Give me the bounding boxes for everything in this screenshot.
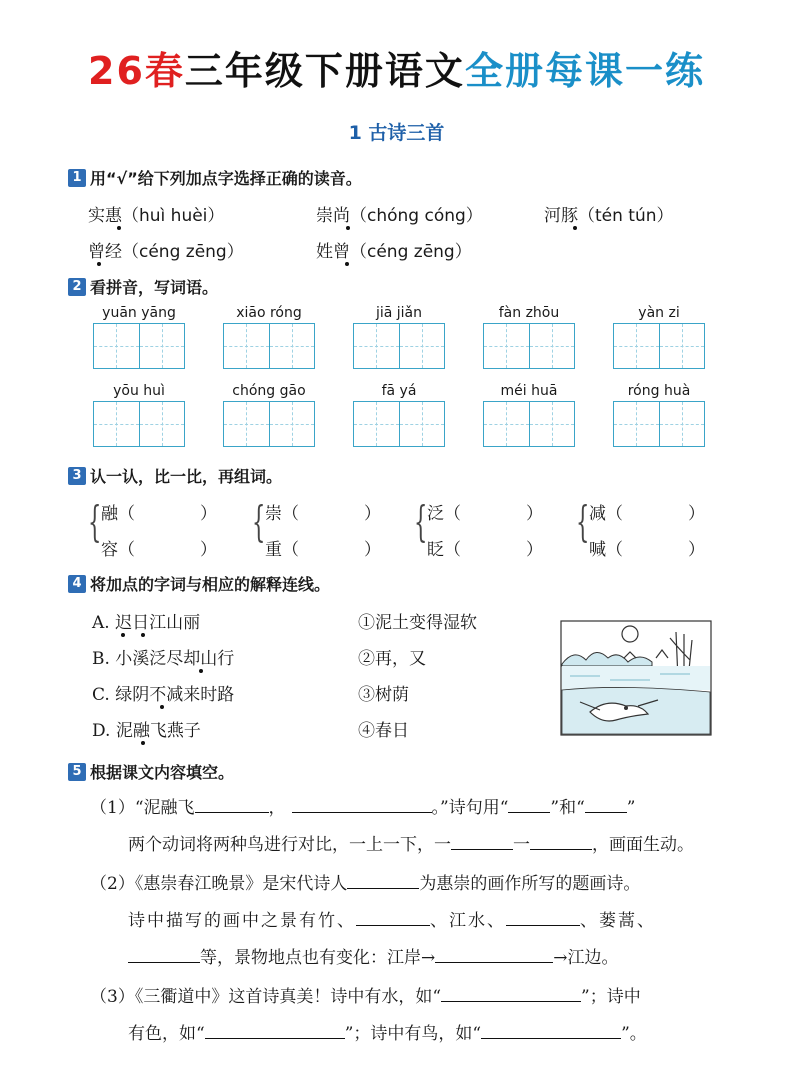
pinyin-label: róng huà bbox=[627, 383, 691, 399]
q3-char: 减（ bbox=[589, 504, 623, 524]
q4-text: 将加点的字词与相应的解释连线。 bbox=[90, 575, 331, 594]
fill-blank[interactable] bbox=[481, 1037, 621, 1039]
writing-grid[interactable] bbox=[223, 323, 315, 369]
q3-paren: ） bbox=[526, 540, 543, 560]
fill-blank[interactable] bbox=[292, 811, 432, 813]
brace: { bbox=[414, 497, 428, 546]
fill-blank[interactable] bbox=[585, 811, 627, 813]
q1-number: 1 bbox=[68, 169, 86, 187]
emphasis-dot bbox=[121, 633, 125, 637]
q1-item-3: 河豚（tén tún） bbox=[544, 206, 674, 226]
brace: { bbox=[88, 497, 102, 546]
emphasis-dot bbox=[346, 226, 350, 230]
q3-paren: ） bbox=[688, 540, 705, 560]
writing-grid[interactable] bbox=[353, 401, 445, 447]
q5-line-4: 诗中描写的画中之景有竹、 、江水、 、蒌蒿、 bbox=[128, 911, 656, 931]
writing-grid[interactable] bbox=[353, 323, 445, 369]
q4-right-item: ③树荫 bbox=[358, 685, 409, 705]
emphasis-dot bbox=[199, 669, 203, 673]
q5-line-5: 等，景物地点也有变化：江岸→ →江边。 bbox=[128, 943, 619, 968]
q3-char: 容（ bbox=[101, 540, 135, 560]
title-part-1: 26春 bbox=[88, 49, 185, 93]
writing-grid[interactable] bbox=[613, 401, 705, 447]
emphasis-dot bbox=[117, 226, 121, 230]
q5-heading bbox=[68, 760, 234, 783]
q1-text: 用“√”给下列加点字选择正确的读音。 bbox=[90, 169, 362, 188]
q2-heading bbox=[68, 275, 218, 298]
q3-char: 崇（ bbox=[265, 504, 299, 524]
q5-number: 5 bbox=[68, 763, 86, 781]
emphasis-dot bbox=[573, 226, 577, 230]
q1-heading bbox=[68, 166, 362, 189]
page-title bbox=[0, 40, 793, 95]
emphasis-dot bbox=[97, 262, 101, 266]
q1-item-5: 姓曾（céng zēng） bbox=[316, 242, 472, 262]
fill-blank[interactable] bbox=[435, 961, 553, 963]
q4-left-item: C. 绿阴不减来时路 bbox=[92, 685, 235, 705]
q4-left-item: D. 泥融飞燕子 bbox=[92, 721, 201, 741]
q5-text: 根据课文内容填空。 bbox=[90, 763, 235, 782]
illustration-swallows bbox=[560, 620, 712, 736]
q1-item-1: 实惠（huì huèi） bbox=[88, 206, 225, 226]
q3-paren: ） bbox=[526, 504, 543, 524]
pinyin-label: fàn zhōu bbox=[498, 305, 560, 321]
q1-item-2: 崇尚（chóng cóng） bbox=[316, 206, 483, 226]
fill-blank[interactable] bbox=[506, 924, 580, 926]
q3-number: 3 bbox=[68, 467, 86, 485]
q3-paren: ） bbox=[688, 504, 705, 524]
title-part-2: 三年级下册语文 bbox=[184, 49, 465, 93]
q3-paren: ） bbox=[200, 540, 217, 560]
emphasis-dot bbox=[141, 633, 145, 637]
q3-paren: ） bbox=[364, 504, 381, 524]
pinyin-label: yàn zi bbox=[638, 305, 680, 321]
q2-text: 看拼音，写词语。 bbox=[90, 278, 219, 297]
fill-blank[interactable] bbox=[441, 1000, 581, 1002]
writing-grid[interactable] bbox=[93, 401, 185, 447]
emphasis-dot bbox=[160, 705, 164, 709]
fill-blank[interactable] bbox=[347, 887, 419, 889]
q4-right-item: ④春日 bbox=[358, 721, 409, 741]
pinyin-label: yōu huì bbox=[113, 383, 165, 399]
q1-item-4: 曾经（céng zēng） bbox=[88, 242, 244, 262]
fill-blank[interactable] bbox=[128, 961, 200, 963]
title-part-3: 全册每课一练 bbox=[464, 49, 705, 93]
lesson-title: 1 古诗三首 bbox=[348, 122, 445, 144]
writing-grid[interactable] bbox=[613, 323, 705, 369]
q4-left-item: A. 迟日江山丽 bbox=[92, 613, 201, 633]
q3-char: 重（ bbox=[265, 540, 299, 560]
q3-heading bbox=[68, 464, 282, 487]
writing-grid[interactable] bbox=[93, 323, 185, 369]
pinyin-label: fā yá bbox=[381, 383, 417, 399]
q4-number: 4 bbox=[68, 575, 86, 593]
fill-blank[interactable] bbox=[205, 1037, 345, 1039]
q5-line-6: （3）《三衢道中》这首诗真美！诗中有水，如“ ”；诗中 bbox=[90, 987, 641, 1007]
fill-blank[interactable] bbox=[508, 811, 550, 813]
pinyin-label: méi huā bbox=[500, 383, 558, 399]
pinyin-label: chóng gāo bbox=[232, 383, 306, 399]
emphasis-dot bbox=[345, 262, 349, 266]
q3-text: 认一认，比一比，再组词。 bbox=[90, 467, 283, 486]
q4-right-item: ②再，又 bbox=[358, 649, 426, 669]
q3-paren: ） bbox=[200, 504, 217, 524]
q4-right-item: ①泥土变得湿软 bbox=[358, 613, 477, 633]
q5-line-1: （1）“泥融飞 ， 。”诗句用“ ”和“ ” bbox=[90, 798, 636, 818]
q4-heading bbox=[68, 572, 330, 595]
pinyin-label: yuān yāng bbox=[102, 305, 176, 321]
brace: { bbox=[252, 497, 266, 546]
brace: { bbox=[576, 497, 590, 546]
q5-line-2: 两个动词将两种鸟进行对比，一上一下，一 一 ，画面生动。 bbox=[128, 835, 694, 855]
q4-left-item: B. 小溪泛尽却山行 bbox=[92, 649, 235, 669]
writing-grid[interactable] bbox=[223, 401, 315, 447]
writing-grid[interactable] bbox=[483, 323, 575, 369]
q3-char: 泛（ bbox=[427, 504, 461, 524]
q5-line-3: （2）《惠崇春江晚景》是宋代诗人 为惠崇的画作所写的题画诗。 bbox=[90, 874, 641, 894]
q3-char: 眨（ bbox=[427, 540, 461, 560]
q3-paren: ） bbox=[364, 540, 381, 560]
q3-char: 融（ bbox=[101, 504, 135, 524]
q3-char: 喊（ bbox=[589, 540, 623, 560]
writing-grid[interactable] bbox=[483, 401, 575, 447]
q2-number: 2 bbox=[68, 278, 86, 296]
pinyin-label: xiāo róng bbox=[236, 305, 302, 321]
pinyin-label: jiā jiǎn bbox=[375, 305, 423, 321]
fill-blank[interactable] bbox=[195, 811, 269, 813]
q5-line-7: 有色，如“ ”；诗中有鸟，如“ ”。 bbox=[128, 1024, 647, 1044]
emphasis-dot bbox=[141, 741, 145, 745]
fill-blank[interactable] bbox=[356, 924, 430, 926]
fill-blank[interactable] bbox=[530, 848, 592, 850]
fill-blank[interactable] bbox=[451, 848, 513, 850]
